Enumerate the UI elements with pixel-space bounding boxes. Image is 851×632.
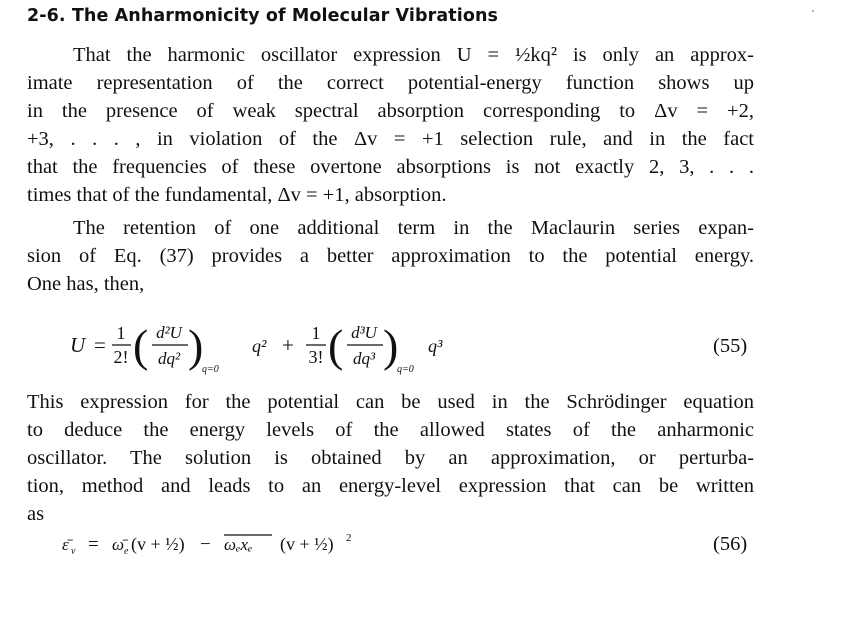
equation-56	[62, 530, 402, 560]
eq55-paren-close-1: )	[188, 320, 204, 371]
paragraph-line: oscillator. The solution is obtained by an approximation, or perturba-	[27, 447, 754, 469]
paragraph-line: imate representation of the correct potential-energy function shows up	[27, 72, 754, 94]
eq55-deriv1-num: d²U	[156, 323, 182, 342]
eq56-lhs-sub: v	[71, 546, 76, 557]
eq55-deriv2-num: d³U	[351, 323, 377, 342]
paragraph-line: as	[27, 503, 45, 525]
paragraph-line: in the presence of weak spectral absorption corresponding to Δv = +2,	[27, 100, 754, 122]
section-heading: 2-6. The Anharmonicity of Molecular Vibrations	[27, 6, 499, 26]
eq55-subscript-1: q=0	[202, 364, 219, 375]
eq55-deriv1-den: dq²	[157, 349, 181, 368]
scan-speck	[812, 10, 814, 12]
paragraph-line: +3, . . . , in violation of the Δv = +1 selection rule, and in the fact	[27, 128, 754, 150]
equation-56-number: (56)	[713, 533, 748, 555]
eq55-lhs: U	[70, 333, 86, 357]
paragraph-line: to deduce the energy levels of the allowed states of the anharmonic	[27, 419, 754, 441]
eq56-term2: ωₑxₑ	[224, 535, 253, 554]
eq55-frac1-den: 2!	[113, 347, 129, 367]
paragraph-line: sion of Eq. (37) provides a better approximation to the potential energy.	[27, 245, 754, 267]
paragraph-line: The retention of one additional term in the Maclaurin series expan-	[73, 217, 754, 239]
eq55-deriv2-den: dq³	[352, 349, 376, 368]
eq55-frac2-den: 3!	[308, 347, 324, 367]
paragraph-line: This expression for the potential can be used in the Schrödinger equation	[27, 391, 754, 413]
eq55-equals: =	[94, 333, 106, 357]
eq55-power-1: q²	[252, 336, 267, 356]
eq55-paren-open-2: (	[328, 320, 344, 371]
eq55-paren-close-2: )	[383, 320, 399, 371]
paragraph-line: One has, then,	[27, 273, 145, 295]
eq55-subscript-2: q=0	[397, 364, 414, 375]
equation-55-number: (55)	[713, 335, 748, 357]
eq56-term1: ω̄	[112, 535, 125, 554]
eq56-term2-sup: 2	[346, 532, 352, 544]
eq55-plus: +	[282, 333, 294, 357]
eq55-frac2-num: 1	[311, 323, 321, 343]
eq55-power-2: q³	[428, 336, 443, 356]
paragraph-line: that the frequencies of these overtone absorptions is not exactly 2, 3, . . .	[27, 156, 754, 178]
paragraph-line: times that of the fundamental, Δv = +1, absorption.	[27, 184, 447, 206]
eq55-frac1-num: 1	[116, 323, 126, 343]
paragraph-line: That the harmonic oscillator expression U = ½kq² is only an approx-	[73, 44, 754, 66]
eq55-paren-open-1: (	[133, 320, 149, 371]
paragraph-line: tion, method and leads to an energy-level expression that can be written	[27, 475, 754, 497]
eq56-equals: =	[88, 534, 99, 555]
equation-55	[66, 312, 486, 382]
eq56-lhs: ε̄	[62, 535, 69, 554]
eq56-minus: −	[200, 534, 211, 555]
eq56-term1-sub: e	[124, 546, 129, 557]
eq56-term1-rest: (v + ½)	[131, 534, 185, 554]
eq56-term2-rest: (v + ½)	[280, 534, 334, 554]
